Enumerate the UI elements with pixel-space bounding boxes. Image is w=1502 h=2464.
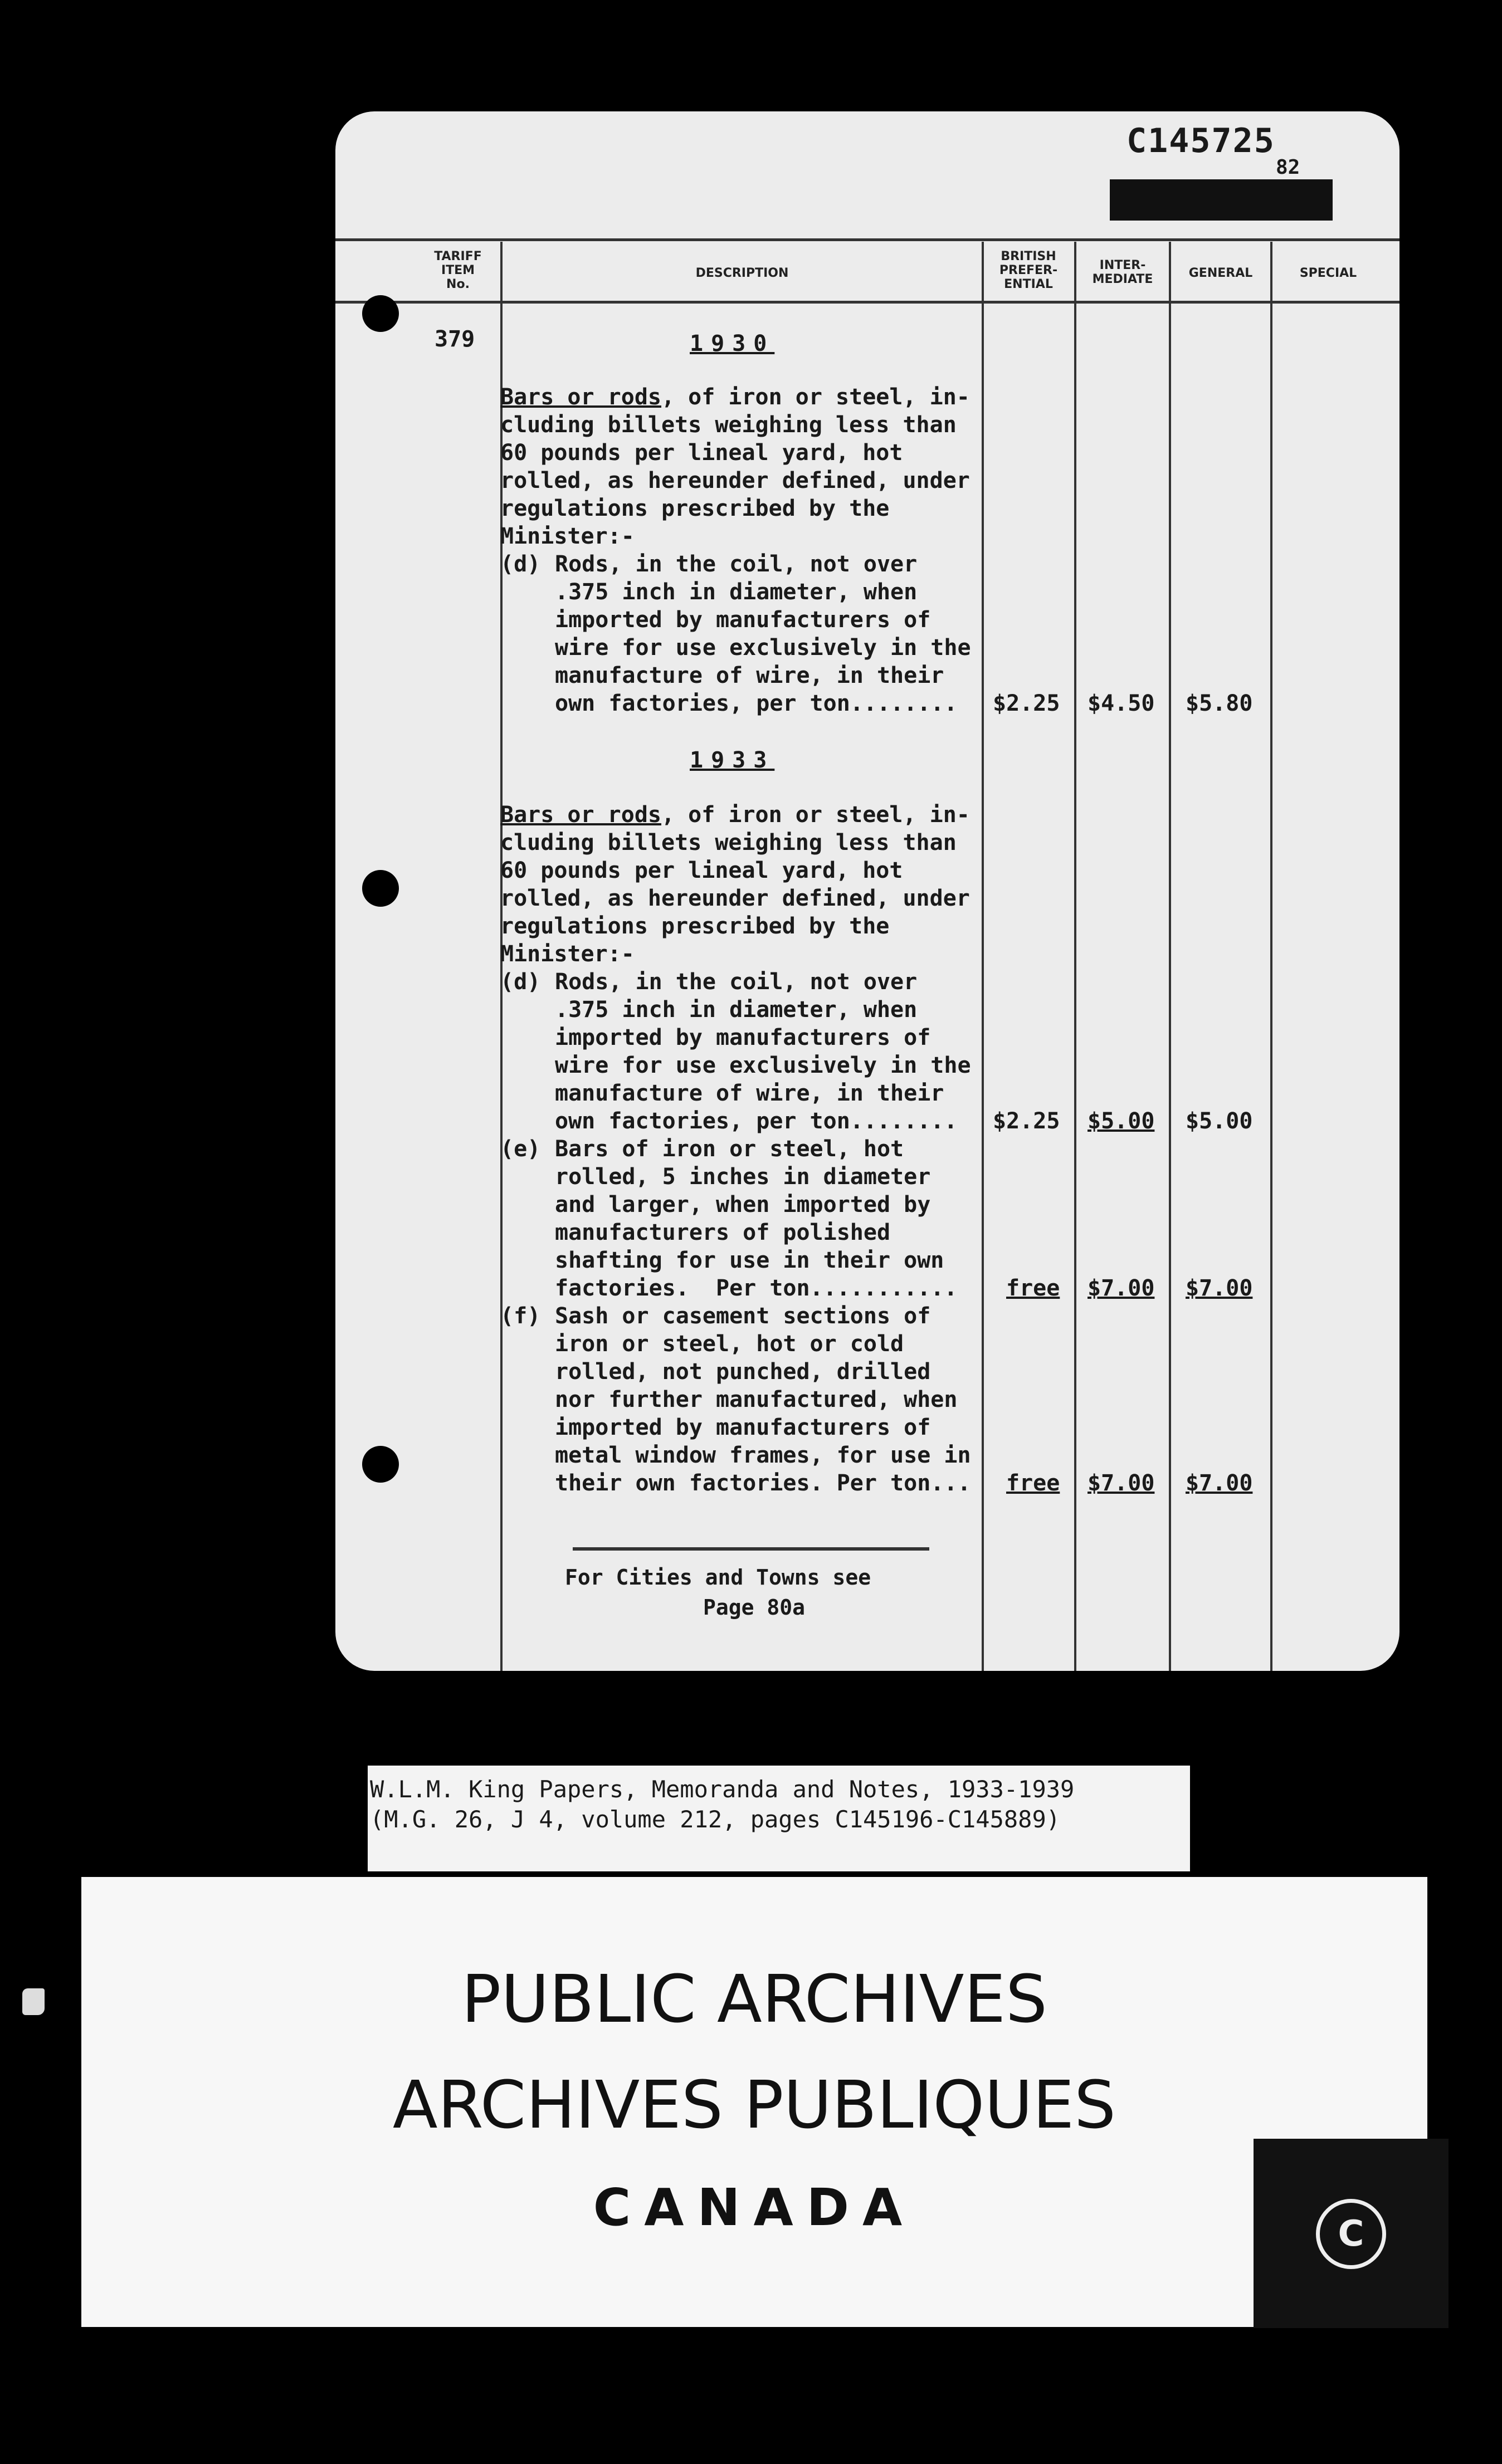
binder-hole	[362, 870, 399, 907]
intro-line: 60 pounds per lineal yard, hot	[500, 440, 903, 466]
item-line: rolled, not punched, drilled	[555, 1359, 931, 1385]
archives-line-english: PUBLIC ARCHIVES	[461, 1961, 1047, 2037]
rate-british: $2.25	[993, 1108, 1060, 1134]
redaction-bar	[1110, 179, 1333, 221]
bars-or-rods-title: Bars or rods	[500, 384, 661, 410]
reference-line: W.L.M. King Papers, Memoranda and Notes, 1933-1939	[370, 1776, 1075, 1803]
binder-hole	[362, 295, 399, 332]
rate-british: $2.25	[993, 691, 1060, 716]
header-intermediate: INTER- MEDIATE	[1092, 258, 1153, 286]
item-line: manufacture of wire, in their	[555, 1081, 944, 1106]
intro-line: Minister:-	[500, 524, 635, 549]
item-letter: (f)	[500, 1303, 541, 1329]
item-line: nor further manufactured, when	[555, 1387, 958, 1412]
archives-canada-seal-icon: C	[1316, 2199, 1386, 2269]
column-divider	[1074, 242, 1076, 1671]
item-line: wire for use exclusively in the	[555, 635, 971, 661]
archives-label	[81, 1877, 1427, 2327]
separator-rule	[573, 1547, 929, 1551]
rate-intermediate: $7.00	[1088, 1275, 1155, 1301]
item-line: imported by manufacturers of	[555, 1025, 931, 1050]
rate-general: $5.80	[1186, 691, 1253, 716]
header-special: SPECIAL	[1299, 266, 1357, 280]
item-line: imported by manufacturers of	[555, 1415, 931, 1440]
rate-intermediate: $4.50	[1088, 691, 1155, 716]
header-tariff-item: TARIFF ITEM No.	[434, 250, 482, 291]
intro-line: Bars or rods, of iron or steel, in-	[500, 802, 970, 828]
item-line: Rods, in the coil, not over	[555, 969, 918, 995]
item-line: Bars of iron or steel, hot	[555, 1136, 904, 1162]
intro-line: rolled, as hereunder defined, under	[500, 468, 970, 493]
rate-intermediate: $7.00	[1088, 1470, 1155, 1496]
item-line: Rods, in the coil, not over	[555, 551, 918, 577]
item-line: .375 inch in diameter, when	[555, 997, 918, 1023]
item-line: factories. Per ton...........	[555, 1275, 958, 1301]
header-rule-bottom	[335, 301, 1399, 304]
item-line: .375 inch in diameter, when	[555, 579, 918, 605]
item-line: manufacturers of polished	[555, 1220, 891, 1245]
seal-panel	[1254, 2139, 1449, 2328]
tariff-item-number: 379	[435, 326, 475, 352]
year-heading-1933: 1933	[690, 747, 775, 773]
rate-intermediate: $5.00	[1088, 1108, 1155, 1134]
reference-slip	[368, 1766, 1190, 1871]
film-speck	[22, 1988, 45, 2015]
item-line: and larger, when imported by	[555, 1192, 931, 1218]
rate-general: $7.00	[1186, 1275, 1253, 1301]
archives-line-canada: CANADA	[593, 2178, 916, 2237]
intro-line: rolled, as hereunder defined, under	[500, 886, 970, 911]
bars-or-rods-title: Bars or rods	[500, 802, 661, 828]
page-number: 82	[1276, 156, 1300, 179]
item-line: rolled, 5 inches in diameter	[555, 1164, 931, 1190]
intro-line: regulations prescribed by the	[500, 913, 890, 939]
tariff-card	[335, 111, 1399, 1671]
header-description: DESCRIPTION	[695, 266, 789, 280]
rate-british: free	[1006, 1275, 1060, 1301]
footnote-line: Page 80a	[703, 1595, 806, 1620]
item-line: Sash or casement sections of	[555, 1303, 931, 1329]
reference-line: (M.G. 26, J 4, volume 212, pages C145196-C145889)	[370, 1806, 1061, 1833]
column-divider	[1169, 242, 1171, 1671]
rate-general: $5.00	[1186, 1108, 1253, 1134]
rate-british: free	[1006, 1470, 1060, 1496]
item-line: own factories, per ton........	[555, 691, 958, 716]
item-line: shafting for use in their own	[555, 1248, 944, 1273]
intro-line: Bars or rods, of iron or steel, in-	[500, 384, 970, 410]
item-line: wire for use exclusively in the	[555, 1053, 971, 1078]
column-divider	[982, 242, 984, 1671]
item-line: imported by manufacturers of	[555, 607, 931, 633]
intro-line: cluding billets weighing less than	[500, 412, 957, 438]
rate-general: $7.00	[1186, 1470, 1253, 1496]
header-british-preferential: BRITISH PREFER- ENTIAL	[999, 250, 1058, 291]
item-letter: (d)	[500, 969, 541, 995]
header-rule-top	[335, 238, 1399, 241]
header-general: GENERAL	[1188, 266, 1253, 280]
item-line: their own factories. Per ton...	[555, 1470, 971, 1496]
column-divider	[1270, 242, 1272, 1671]
intro-line: regulations prescribed by the	[500, 496, 890, 521]
binder-hole	[362, 1446, 399, 1483]
item-line: iron or steel, hot or cold	[555, 1331, 904, 1357]
year-heading-1930: 1930	[690, 331, 775, 356]
item-letter: (d)	[500, 551, 541, 577]
intro-line: 60 pounds per lineal yard, hot	[500, 858, 903, 883]
item-line: own factories, per ton........	[555, 1108, 958, 1134]
footnote-line: For Cities and Towns see	[565, 1565, 871, 1590]
item-line: metal window frames, for use in	[555, 1443, 971, 1468]
intro-line: Minister:-	[500, 941, 635, 967]
intro-line: cluding billets weighing less than	[500, 830, 957, 855]
item-line: manufacture of wire, in their	[555, 663, 944, 688]
archives-line-french: ARCHIVES PUBLIQUES	[392, 2066, 1116, 2143]
item-letter: (e)	[500, 1136, 541, 1162]
document-id: C145725	[1126, 121, 1275, 160]
